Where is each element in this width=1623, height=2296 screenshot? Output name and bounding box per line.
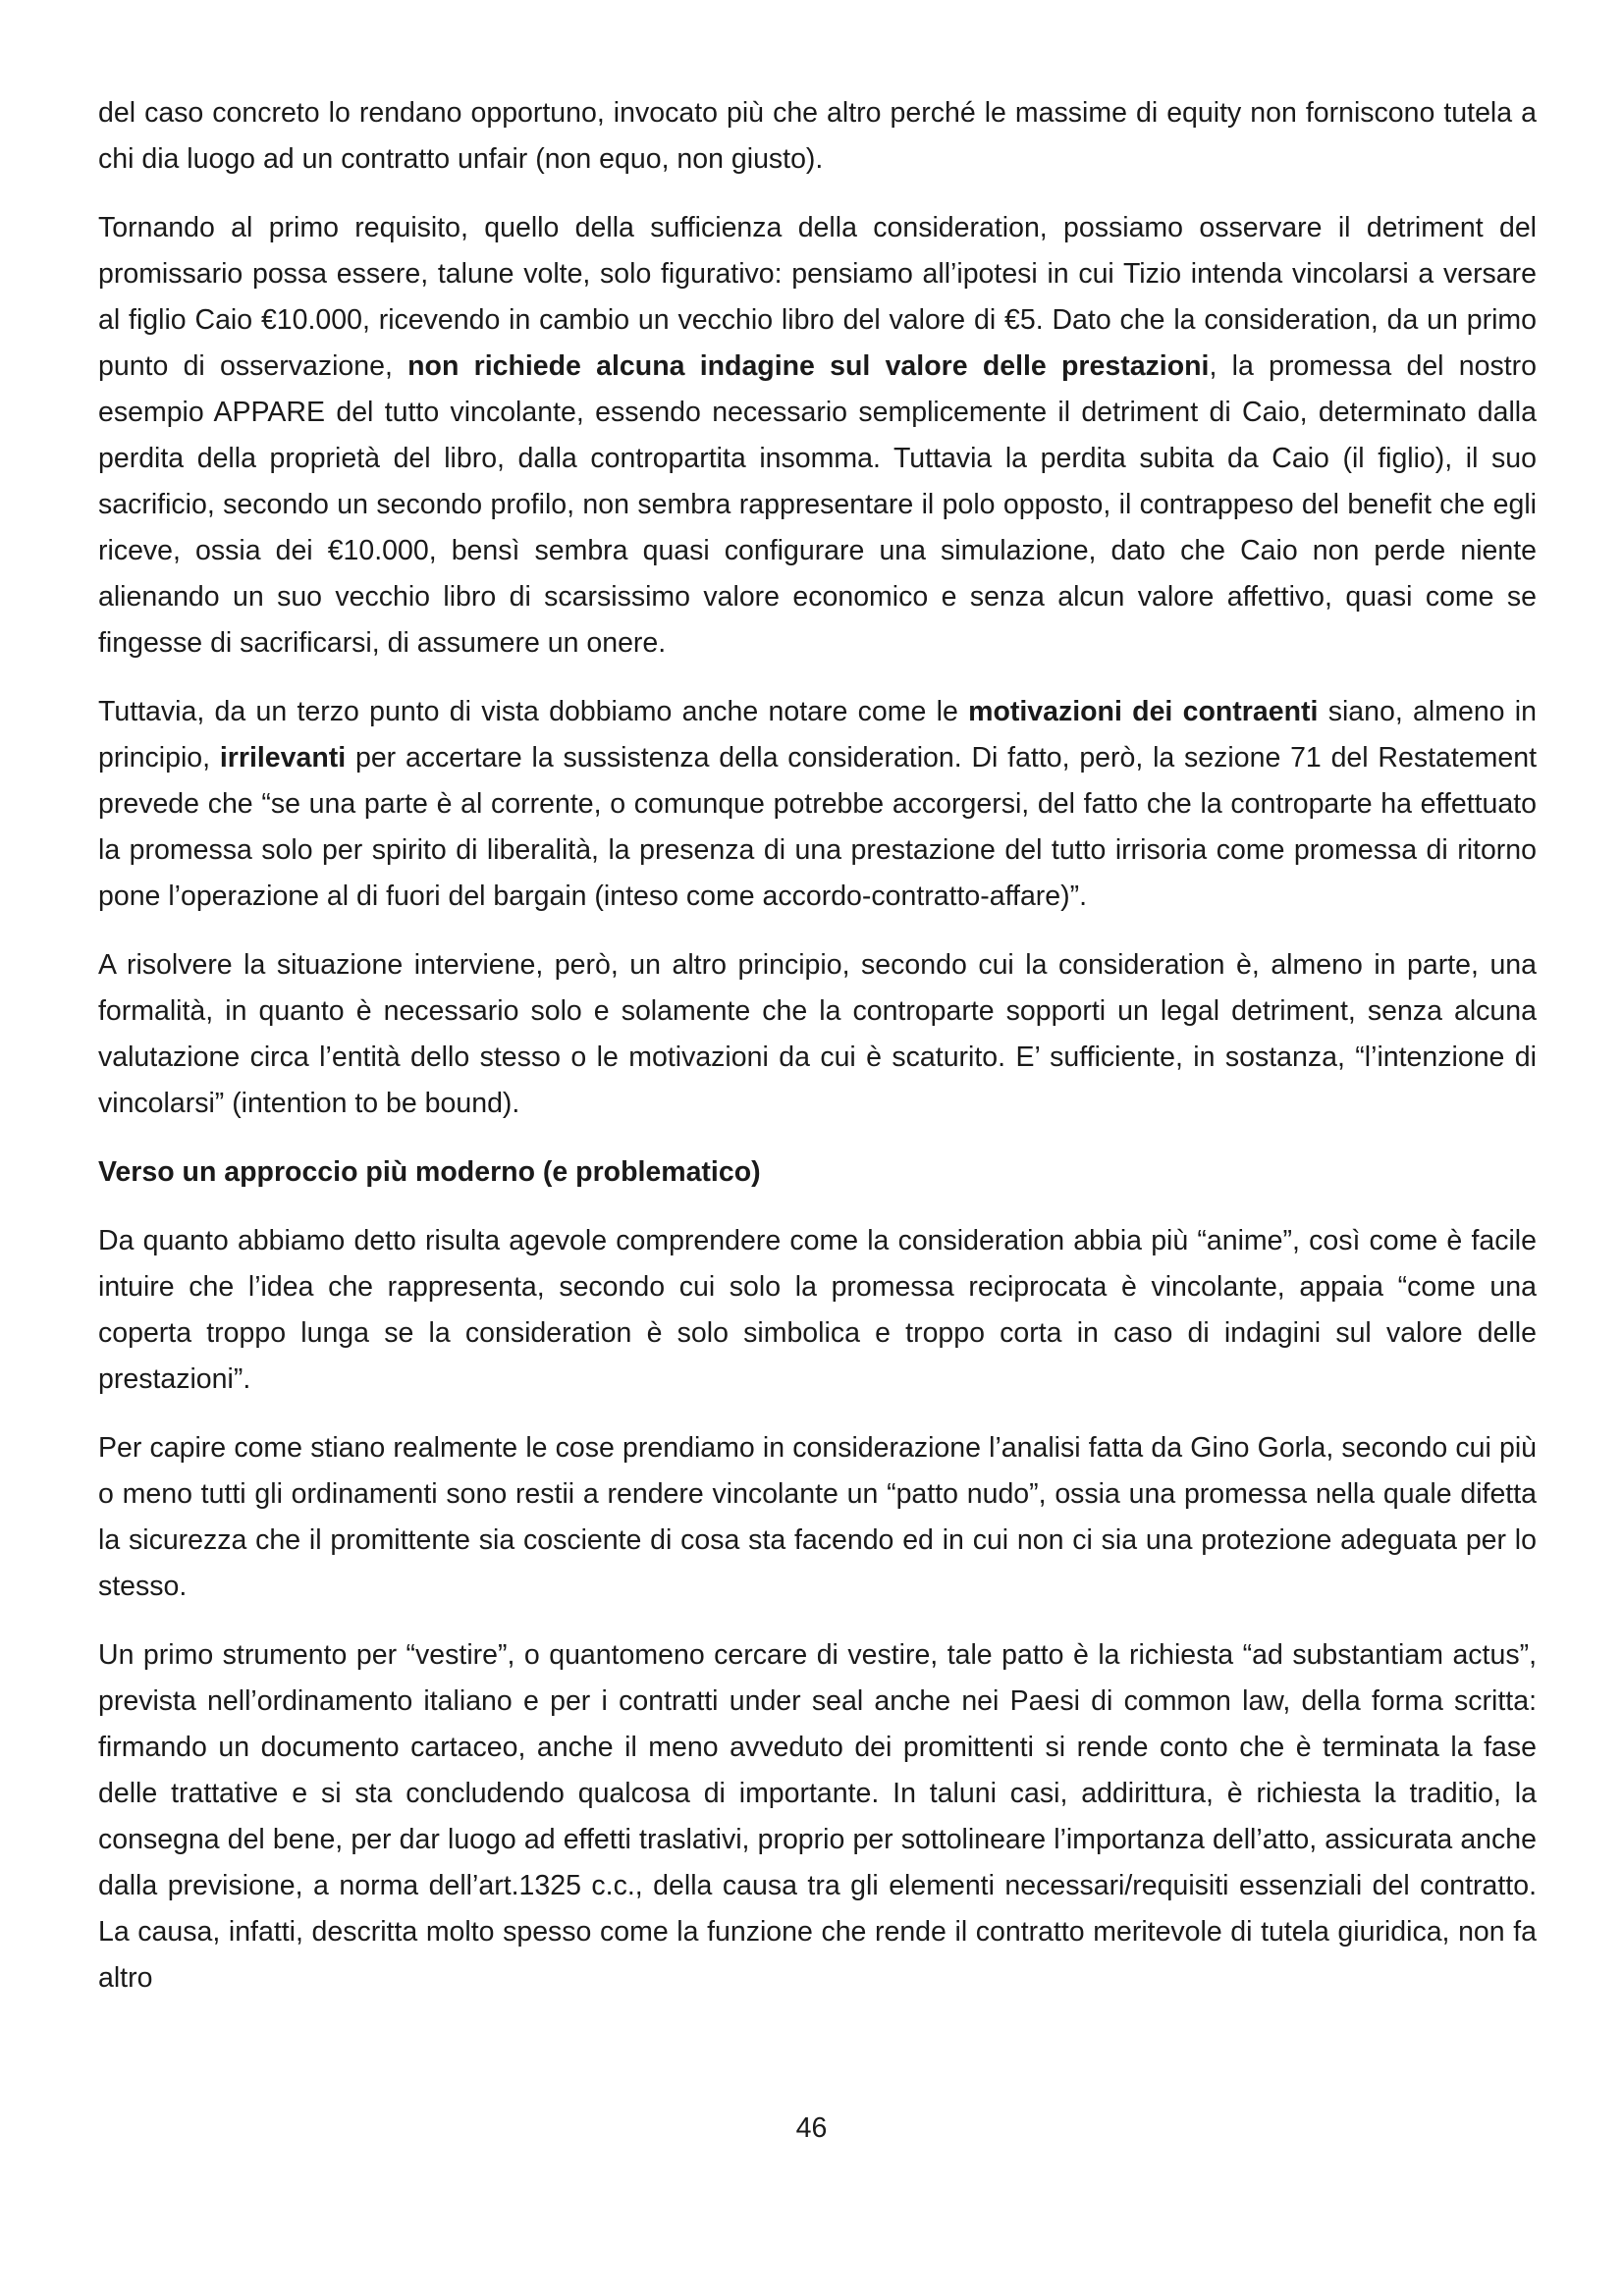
paragraph-3 [98, 689, 1537, 920]
paragraph-7: Un primo strumento per “vestire”, o quantomeno cercare di vestire, tale patto è la richiesta “ad substantiam actus”, prevista nell’ordinamento italiano e per i contratti under seal anche nei Paesi di common law, della forma scritta: firmando un documento cartaceo, anche il meno avveduto dei promittenti si rende conto che è terminata la fase delle trattative e si sta concludendo qualcosa di importante. In taluni casi, addirittura, è richiesta la traditio, la consegna del bene, per dar luogo ad effetti traslativi, proprio per sottolineare l’importanza dell’atto, assicurata anche dalla previsione, a norma dell’art.1325 c.c., della causa tra gli elementi necessari/requisiti essenziali del contratto. La causa, infatti, descritta molto spesso come la funzione che rende il contratto meritevole di tutela giuridica, non fa altro [98, 1639, 1537, 1994]
page-number: 46 [795, 2112, 828, 2144]
paragraph-5: Da quanto abbiamo detto risulta agevole comprendere come la consideration abbia più “anime”, così come è facile intuire che l’idea che rappresenta, secondo cui solo la promessa reciprocata è vincolante, appaia “come una coperta troppo lunga se la consideration è solo simbolica e troppo corta in caso di indagini sul valore delle prestazioni”. [98, 1225, 1537, 1395]
paragraph-3-text-a: Tuttavia, da un terzo punto di vista dobbiamo anche notare come le [98, 696, 969, 727]
paragraph-3-text-c: siano, almeno in principio, [98, 696, 1537, 774]
paragraph-2-text-a: Tornando al primo requisito, quello della sufficienza della consideration, possiamo osservare il detriment del promissario possa essere, talune volte, solo figurativo: pensiamo all’ipotesi in cui Tizio intenda vincolarsi a versare al figlio Caio €10.000, ricevendo in cambio un vecchio libro del valore di €5. Dato che la consideration, da un primo punto di osservazione, [98, 212, 1537, 382]
section-heading: Verso un approccio più moderno (e problematico) [98, 1156, 761, 1188]
paragraph-2 [98, 205, 1537, 667]
paragraph-3-bold-2: irrilevanti [219, 742, 347, 774]
paragraph-6: Per capire come stiano realmente le cose prendiamo in considerazione l’analisi fatta da Gino Gorla, secondo cui più o meno tutti gli ordinamenti sono restii a rendere vincolante un “patto nudo”, ossia una promessa nella quale difetta la sicurezza che il promittente sia cosciente di cosa sta facendo ed in cui non ci sia una protezione adeguata per lo stesso. [98, 1432, 1537, 1602]
paragraph-3-text-e: per accertare la sussistenza della consideration. Di fatto, però, la sezione 71 del Restatement prevede che “se una parte è al corrente, o comunque potrebbe accorgersi, del fatto che la controparte ha effettuato la promessa solo per spirito di liberalità, la presenza di una prestazione del tutto irrisoria come promessa di ritorno pone l’operazione al di fuori del bargain (inteso come accordo-contratto-affare)”. [98, 742, 1537, 912]
paragraph-2-text-c: , la promessa del nostro esempio APPARE del tutto vincolante, essendo necessario semplicemente il detriment di Caio, determinato dalla perdita della proprietà del libro, dalla contropartita insomma. Tuttavia la perdita subita da Caio (il figlio), il suo sacrificio, secondo un secondo profilo, non sembra rappresentare il polo opposto, il contrappeso del benefit che egli riceve, ossia dei €10.000, bensì sembra quasi configurare una simulazione, dato che Caio non perde niente alienando un suo vecchio libro di scarsissimo valore economico e senza alcun valore affettivo, quasi come se fingesse di sacrificarsi, di assumere un onere. [98, 350, 1537, 659]
paragraph-2-bold: non richiede alcuna indagine sul valore delle prestazioni [407, 350, 1210, 382]
paragraph-4: A risolvere la situazione interviene, però, un altro principio, secondo cui la consideration è, almeno in parte, una formalità, in quanto è necessario solo e solamente che la controparte sopporti un legal detriment, senza alcuna valutazione circa l’entità dello stesso o le motivazioni da cui è scaturito. E’ sufficiente, in sostanza, “l’intenzione di vincolarsi” (intention to be bound). [98, 949, 1537, 1119]
paragraph-1: del caso concreto lo rendano opportuno, invocato più che altro perché le massime di equity non forniscono tutela a chi dia luogo ad un contratto unfair (non equo, non giusto). [98, 97, 1537, 175]
document-body [98, 90, 1537, 2002]
paragraph-3-bold-1: motivazioni dei contraenti [968, 696, 1319, 727]
